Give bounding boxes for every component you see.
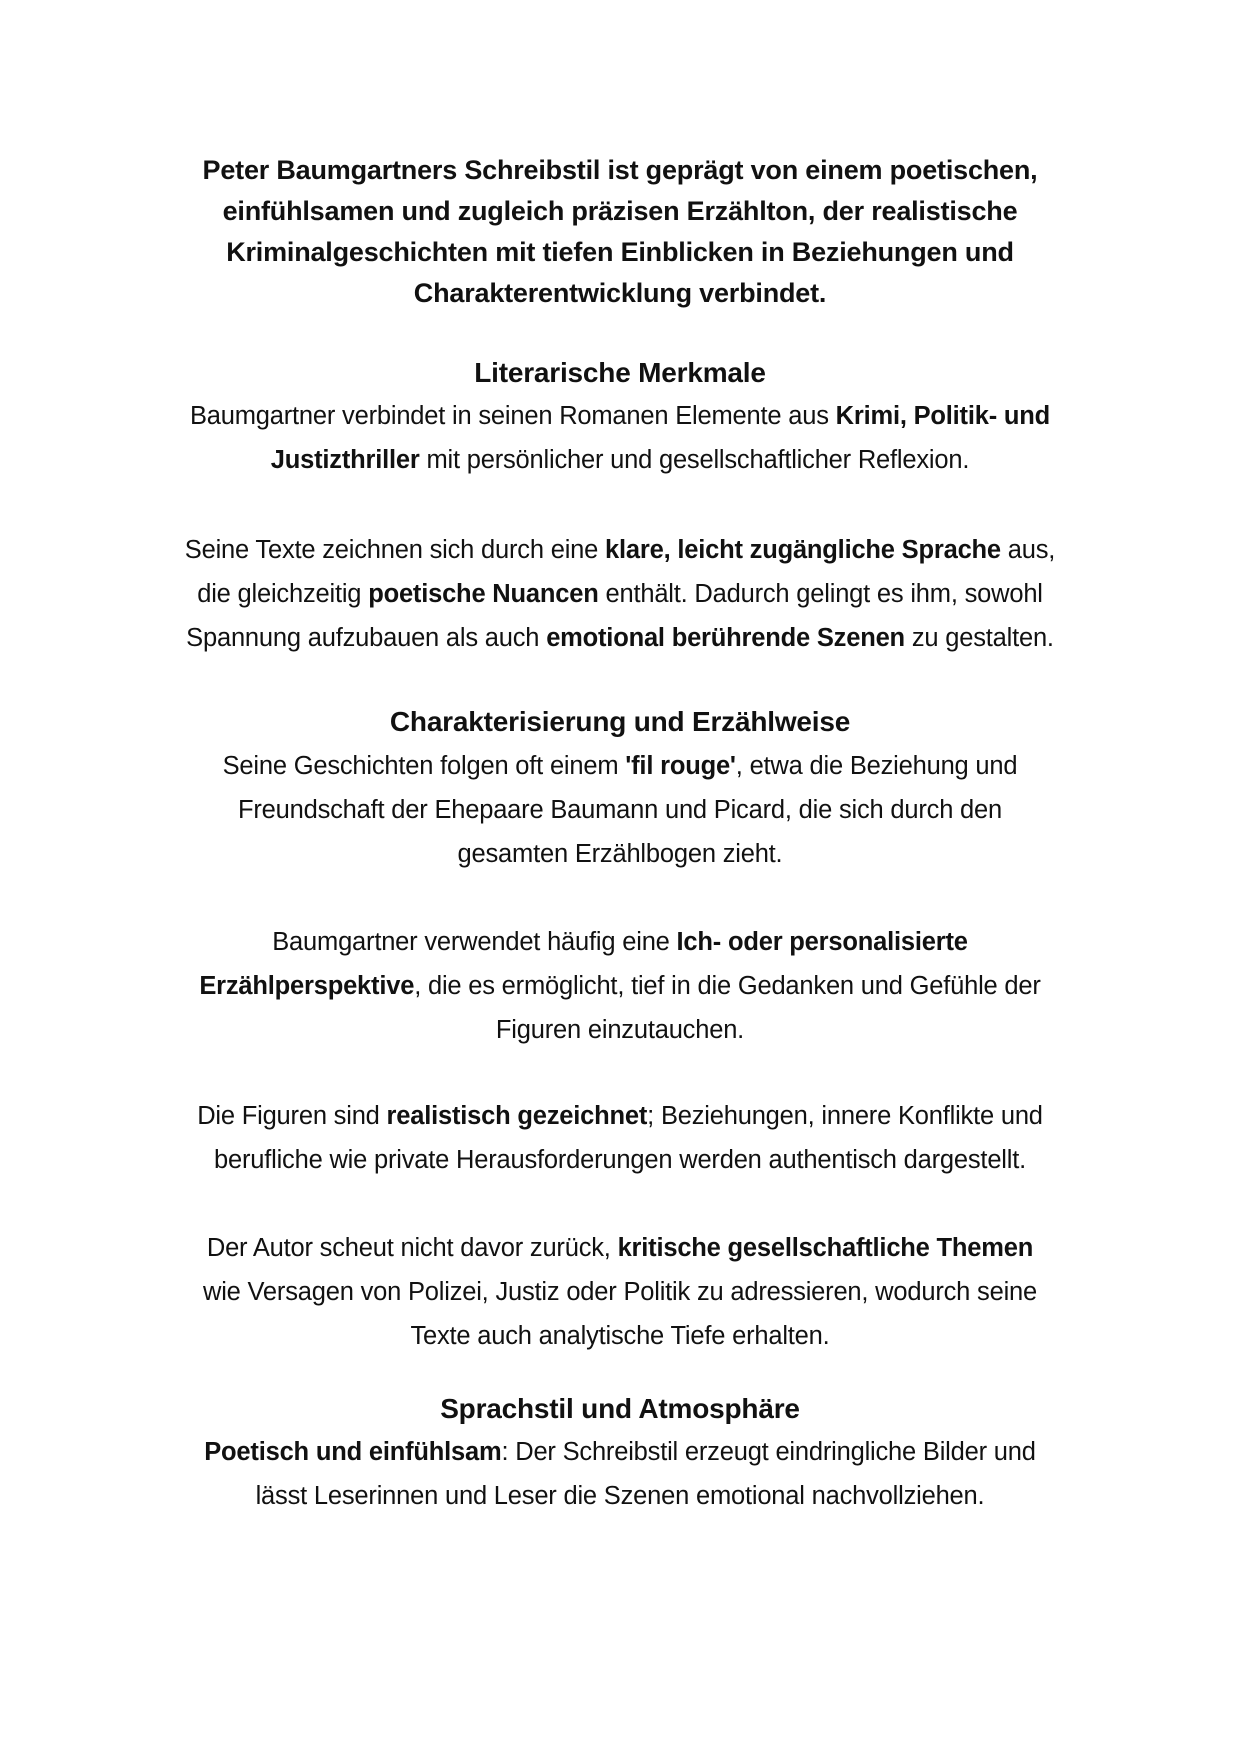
paragraph-line (120, 438, 1120, 482)
paragraph-line (120, 1474, 1120, 1518)
text-run-bold: klare, leicht zugängliche Sprache (605, 536, 1001, 564)
paragraph-line (120, 1270, 1120, 1314)
paragraph (120, 1430, 1120, 1518)
text-run: Texte auch analytische Tiefe erhalten. (410, 1322, 830, 1350)
text-run-bold: poetische Nuancen (368, 580, 599, 608)
text-run-bold: Erzählperspektive (199, 972, 415, 1000)
text-run: berufliche wie private Herausforderungen werden authentisch dargestellt. (214, 1146, 1026, 1174)
text-run: enthält. Dadurch gelingt es ihm, sowohl (598, 580, 1043, 608)
paragraph (120, 1226, 1120, 1358)
intro-line: Charakterentwicklung verbindet. (413, 278, 827, 308)
section-heading-charakterisierung: Charakterisierung und Erzählweise (389, 706, 851, 737)
text-run-bold: Ich- oder personalisierte (676, 928, 968, 956)
paragraph-line (120, 920, 1120, 964)
text-run-bold: realistisch gezeichnet (386, 1102, 648, 1130)
paragraph-line (120, 964, 1120, 1008)
paragraph-line (120, 572, 1120, 616)
text-run: Seine Geschichten folgen oft einem (222, 752, 626, 780)
text-run-bold: Justizthriller (270, 446, 420, 474)
paragraph-line (120, 788, 1120, 832)
text-run: Der Autor scheut nicht davor zurück, (206, 1234, 618, 1262)
paragraph (120, 920, 1120, 1052)
paragraph-line (120, 394, 1120, 438)
intro-line: einfühlsamen und zugleich präzisen Erzählton, der realistische (222, 196, 1018, 226)
text-run: Spannung aufzubauen als auch (186, 624, 547, 652)
section-heading-sprachstil: Sprachstil und Atmosphäre (440, 1393, 800, 1424)
text-run: aus, (1000, 536, 1056, 564)
text-run: mit persönlicher und gesellschaftlicher Reflexion. (419, 446, 970, 474)
text-run-bold: Poetisch und einfühlsam (204, 1438, 502, 1466)
text-run-bold: Krimi, Politik- und (835, 402, 1051, 430)
text-run: Baumgartner verbindet in seinen Romanen Elemente aus (189, 402, 836, 430)
paragraph-line (120, 1430, 1120, 1474)
text-run: , etwa die Beziehung und (735, 752, 1018, 780)
text-run: : Der Schreibstil erzeugt eindringliche Bilder und (501, 1438, 1036, 1466)
paragraph-line (120, 616, 1120, 660)
text-run: gesamten Erzählbogen zieht. (457, 840, 783, 868)
section-heading-literarische-merkmale: Literarische Merkmale (474, 357, 766, 388)
intro-line: Peter Baumgartners Schreibstil ist geprägt von einem poetischen, (202, 155, 1038, 185)
paragraph-line (120, 528, 1120, 572)
paragraph-line (120, 1138, 1120, 1182)
text-run: Figuren einzutauchen. (495, 1016, 745, 1044)
text-run-bold: kritische gesellschaftliche Themen (617, 1234, 1034, 1262)
text-run: Baumgartner verwendet häufig eine (272, 928, 677, 956)
text-run: ; Beziehungen, innere Konflikte und (647, 1102, 1043, 1130)
paragraph-line (120, 832, 1120, 876)
text-run: Seine Texte zeichnen sich durch eine (184, 536, 606, 564)
paragraph-line (120, 1008, 1120, 1052)
paragraph (120, 528, 1120, 660)
paragraph-line (120, 744, 1120, 788)
paragraph (120, 1094, 1120, 1182)
text-run: Die Figuren sind (197, 1102, 387, 1130)
text-run: , die es ermöglicht, tief in die Gedanken und Gefühle der (414, 972, 1041, 1000)
paragraph-line (120, 1226, 1120, 1270)
paragraph (120, 394, 1120, 482)
text-run: die gleichzeitig (197, 580, 369, 608)
paragraph-line (120, 1094, 1120, 1138)
text-run-bold: 'fil rouge' (625, 752, 736, 780)
text-run: wie Versagen von Polizei, Justiz oder Politik zu adressieren, wodurch seine (202, 1278, 1038, 1306)
text-run: Freundschaft der Ehepaare Baumann und Picard, die sich durch den (237, 796, 1003, 824)
text-run-bold: emotional berührende Szenen (546, 624, 905, 652)
paragraph (120, 744, 1120, 876)
intro-line: Kriminalgeschichten mit tiefen Einblicken in Beziehungen und (226, 237, 1014, 267)
text-run: lässt Leserinnen und Leser die Szenen emotional nachvollziehen. (255, 1482, 985, 1510)
text-run: zu gestalten. (904, 624, 1054, 652)
paragraph-line (120, 1314, 1120, 1358)
intro-paragraph (120, 150, 1120, 314)
